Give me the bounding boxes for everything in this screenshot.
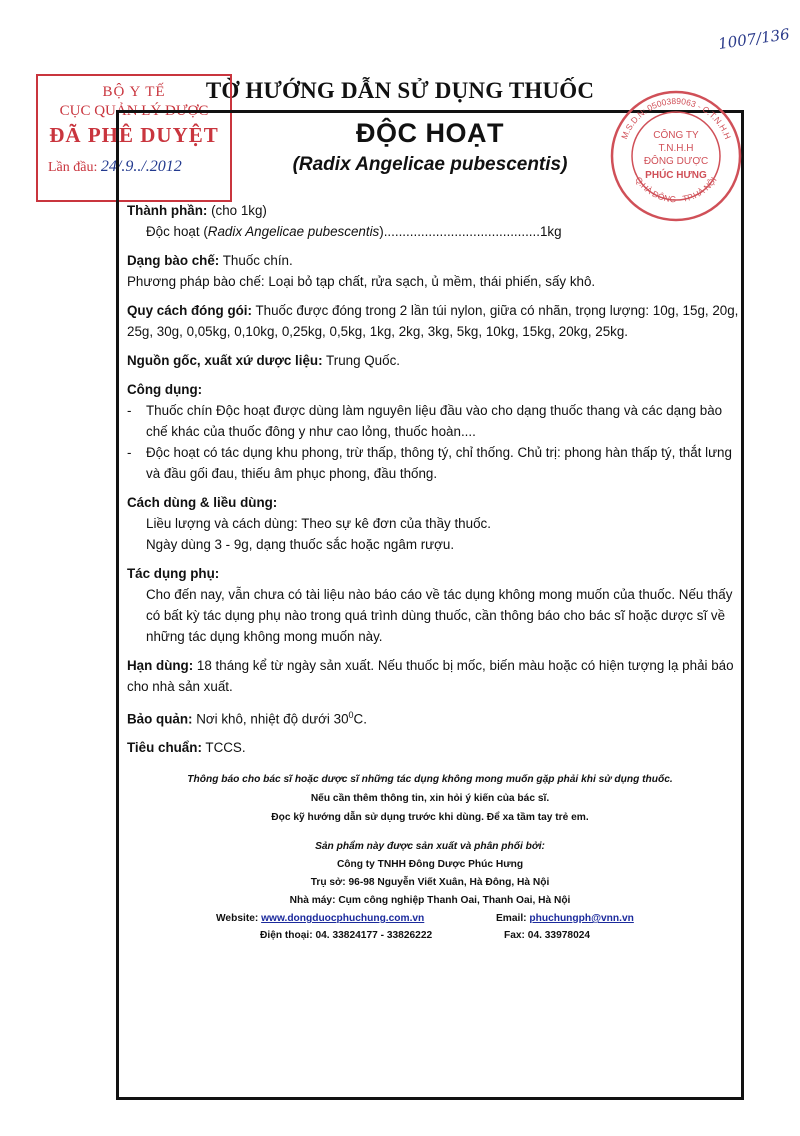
uses-item-text: Thuốc chín Độc hoạt được dùng làm nguyên liệu đầu vào cho dạng thuốc thang và các dạng bào chế khác của thuốc đông y như cao lỏng, thuốc hoàn.... <box>146 403 723 439</box>
dosage-form-label: Dạng bào chế: <box>127 253 220 268</box>
composition-item-amount: )..........................................1kg <box>379 224 562 239</box>
section-expiry <box>127 655 739 697</box>
packaging-text: Thuốc được đóng trong 2 lần túi nylon, giữa có nhãn, trọng lượng: 10g, 15g, 20g, 25g, 30g, 0,05kg, 0,10kg, 0,25kg, 0,5kg, 1kg, 2kg, 3kg, 5kg, 10kg, 15kg, 20kg, 25kg. <box>127 303 739 339</box>
email-label: Email: <box>496 913 530 924</box>
side-effects-text: Cho đến nay, vẫn chưa có tài liệu nào báo cáo về tác dụng không mong muốn của thuốc. Nếu thấy có bất kỳ tác dụng phụ nào trong quá trình dùng thuốc, cần thông báo cho bác sĩ hoặc dược sĩ về những tác dụng không mong muốn này. <box>146 587 733 644</box>
website-link[interactable]: www.dongduocphuchung.com.vn <box>261 913 425 924</box>
uses-label: Công dụng: <box>127 382 203 397</box>
expiry-label: Hạn dùng: <box>127 658 194 673</box>
storage-degree: 0 <box>348 710 354 720</box>
stamp-date-value: 24/.9../.2012 <box>100 158 182 175</box>
seal-line1: CÔNG TY <box>653 130 699 141</box>
uses-item: - Thuốc chín Độc hoạt được dùng làm nguyên liệu đầu vào cho dạng thuốc thang và các dạng bào chế khác của thuốc đông y như cao lỏng, thuốc hoàn.... <box>127 403 723 439</box>
composition-item <box>127 221 739 242</box>
notice-line: Đọc kỹ hướng dẫn sử dụng trước khi dùng. Để xa tầm tay trẻ em. <box>271 812 589 823</box>
seal-line3: ĐÔNG DƯỢC <box>643 156 709 167</box>
uses-item: - Độc hoạt có tác dụng khu phong, trừ thấp, thông tý, chỉ thống. Chủ trị: phong hàn thấp tý, thắt lưng và đầu gối đau, thiếu âm phục phong, đầu thống. <box>127 445 732 481</box>
section-uses <box>127 379 739 484</box>
dosage-line: Ngày dùng 3 - 9g, dạng thuốc sắc hoặc ngâm rượu. <box>146 537 455 552</box>
phone: Điện thoại: 04. 33824177 - 33826222 <box>260 930 433 941</box>
section-origin <box>127 350 739 371</box>
website-label: Website: <box>216 913 262 924</box>
seal-ring-text: M.S.D.N: 0500389063 - C.T.N.H.H <box>619 95 733 141</box>
dosage-label: Cách dùng & liều dùng: <box>127 495 278 510</box>
composition-item-latin: Radix Angelicae pubescentis <box>207 224 380 239</box>
website-row <box>216 910 424 928</box>
origin-text: Trung Quốc. <box>322 353 400 368</box>
side-effects-label: Tác dụng phụ: <box>127 566 220 581</box>
dosage-form-text: Thuốc chín. <box>219 253 293 268</box>
stamp-date-label: Lần đầu: <box>48 160 98 175</box>
fax: Fax: 04. 33978024 <box>504 930 591 941</box>
safety-notice <box>116 770 744 827</box>
manufacturer-company: Công ty TNHH Đông Dược Phúc Hưng <box>336 859 524 870</box>
storage-label: Bảo quản: <box>127 711 193 727</box>
section-composition <box>127 200 739 242</box>
stamp-department: CỤC QUẢN LÝ DƯỢC <box>59 103 209 119</box>
composition-text: (cho 1kg) <box>207 203 267 218</box>
email-row <box>496 910 634 928</box>
leaflet-content <box>127 200 739 766</box>
uses-item-text: Độc hoạt có tác dụng khu phong, trừ thấp, thông tý, chỉ thống. Chủ trị: phong hàn thấp tý, thắt lưng và đầu gối đau, thiếu âm phục phong, đầu thống. <box>146 445 732 481</box>
manufacturer-head-office: Trụ sở: 96-98 Nguyễn Viết Xuân, Hà Đông, Hà Nội <box>310 877 550 888</box>
section-standard <box>127 737 739 758</box>
contact-row <box>116 927 744 944</box>
section-side-effects <box>127 563 739 647</box>
section-dosage <box>127 492 739 555</box>
seal-line4: PHÚC HƯNG <box>645 170 707 181</box>
notice-line: Thông báo cho bác sĩ hoặc dược sĩ những tác dụng không mong muốn gặp phải khi sử dụng thuốc. <box>187 774 673 785</box>
seal-bottom-text: Q.HÀ ĐÔNG - TP.HÀ NỘI <box>633 174 719 205</box>
stamp-approved: ĐÃ PHÊ DUYỆT <box>49 123 219 147</box>
email-link[interactable]: phuchungph@vnn.vn <box>529 913 634 924</box>
product-name: ĐỘC HOẠT <box>356 118 504 148</box>
origin-label: Nguồn gốc, xuất xứ dược liệu: <box>127 353 323 368</box>
notice-line: Nếu cần thêm thông tin, xin hỏi ý kiến của bác sĩ. <box>310 793 550 804</box>
section-dosage-form <box>127 250 739 292</box>
composition-item-name: Độc hoạt ( <box>146 224 208 239</box>
standard-label: Tiêu chuẩn: <box>127 740 202 756</box>
standard-text: TCCS. <box>201 740 246 756</box>
section-packaging <box>127 300 739 342</box>
handwritten-note: 1007/136 <box>717 25 791 53</box>
preparation-method: Phương pháp bào chế: Loại bỏ tạp chất, rửa sạch, ủ mềm, thái phiến, sấy khô. <box>127 274 596 289</box>
stamp-ministry: BỘ Y TẾ <box>102 84 166 100</box>
title-block <box>116 118 744 176</box>
document-heading: TỜ HƯỚNG DẪN SỬ DỤNG THUỐC <box>205 78 595 103</box>
expiry-text: 18 tháng kể từ ngày sản xuất. Nếu thuốc bị mốc, biến màu hoặc có hiện tượng lạ phải báo cho nhà sản xuất. <box>127 658 734 694</box>
dosage-line: Liều lượng và cách dùng: Theo sự kê đơn của thầy thuốc. <box>146 516 491 531</box>
contact-row <box>116 910 744 927</box>
seal-line2: T.N.H.H <box>658 143 694 154</box>
storage-text: Nơi khô, nhiệt độ dưới 30 <box>192 711 349 727</box>
manufacturer-block <box>116 838 744 944</box>
composition-label: Thành phần: <box>127 203 208 218</box>
manufacturer-factory: Nhà máy: Cụm công nghiệp Thanh Oai, Thanh Oai, Hà Nội <box>289 895 571 906</box>
packaging-label: Quy cách đóng gói: <box>127 303 252 318</box>
manufacturer-intro: Sản phẩm này được sản xuất và phân phối bởi: <box>315 841 545 852</box>
storage-unit: C. <box>353 711 367 727</box>
latin-name: (Radix Angelicae pubescentis) <box>292 154 568 175</box>
section-storage <box>127 705 739 729</box>
